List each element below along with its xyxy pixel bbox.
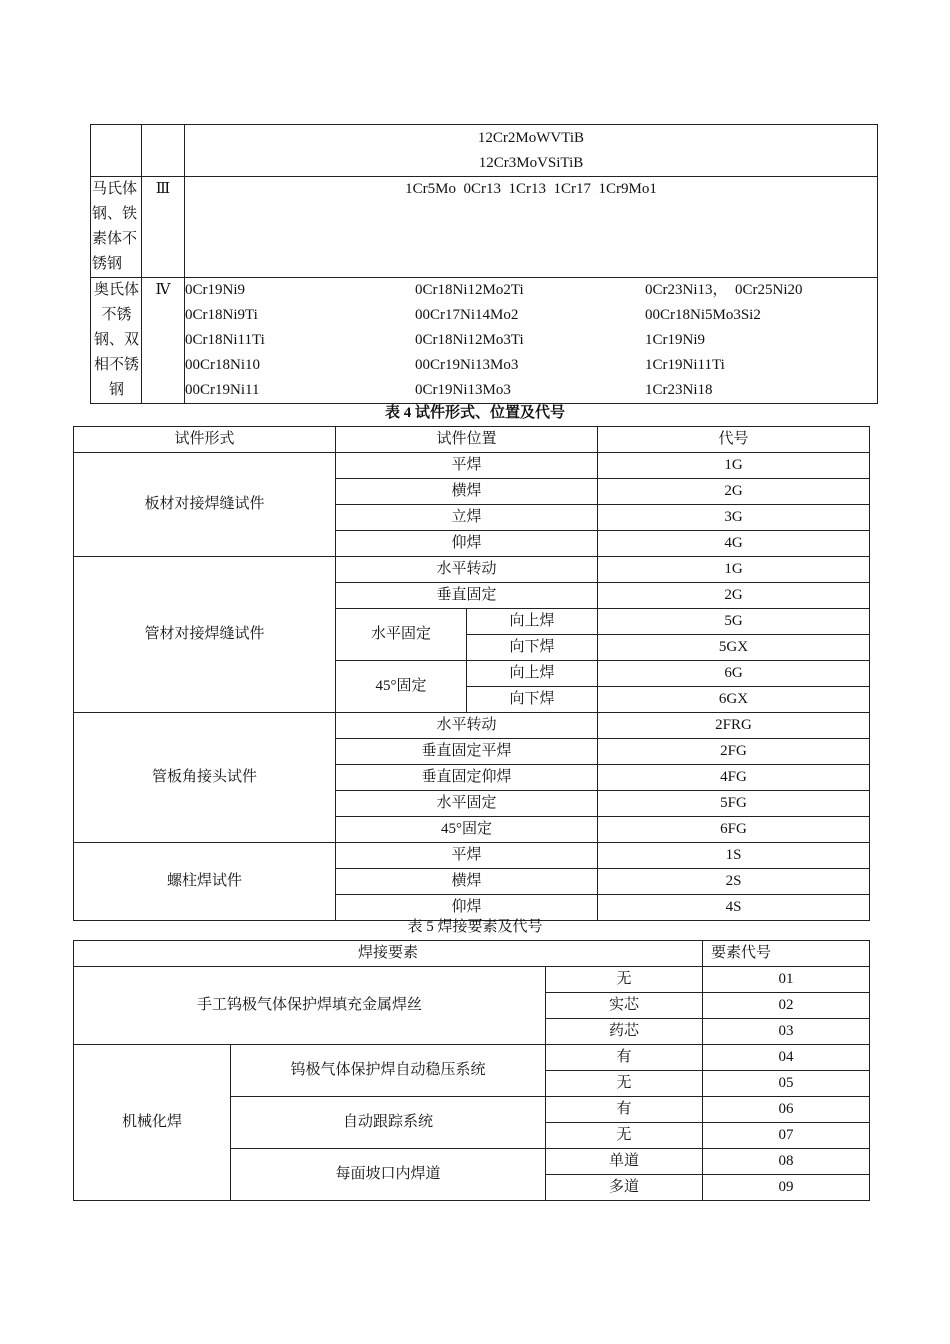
code-cell: 1G <box>598 453 870 479</box>
position-cell: 横焊 <box>336 479 598 505</box>
welding-elements-table <box>73 940 870 1201</box>
header-cell: 试件形式 <box>74 427 336 453</box>
material-text: 0Cr18Ni9Ti <box>185 307 258 323</box>
code-cell: 1G <box>598 557 870 583</box>
category-text: 奥氏体 <box>93 282 139 298</box>
header-cell: 代号 <box>598 427 870 453</box>
material-text: 00Cr19Ni13Mo3 <box>415 357 519 373</box>
category-text: 钢 <box>108 382 124 398</box>
code-cell: 05 <box>703 1071 870 1097</box>
element-subcell: 每面坡口内焊道 <box>231 1149 546 1201</box>
element-subcell: 自动跟踪系统 <box>231 1097 546 1149</box>
code-cell: 1S <box>598 843 870 869</box>
material-text: 1Cr5Mo 0Cr13 1Cr13 1Cr17 1Cr9Mo1 <box>405 181 657 197</box>
category-cell <box>91 278 142 404</box>
direction-cell: 向上焊 <box>467 661 598 687</box>
material-text: 0Cr19Ni9 <box>185 282 245 298</box>
option-cell: 单道 <box>546 1149 703 1175</box>
header-cell: 试件位置 <box>336 427 598 453</box>
code-cell: 6G <box>598 661 870 687</box>
code-cell: 2FRG <box>598 713 870 739</box>
code-cell: 3G <box>598 505 870 531</box>
grade-cell: Ⅲ <box>142 177 185 278</box>
material-text: 0Cr19Ni13Mo3 <box>415 382 511 398</box>
position-cell: 仰焊 <box>336 895 598 921</box>
category-text: 不锈 <box>101 307 132 323</box>
code-cell: 4FG <box>598 765 870 791</box>
position-cell: 水平转动 <box>336 713 598 739</box>
table-row <box>74 1045 870 1071</box>
option-cell: 多道 <box>546 1175 703 1201</box>
code-cell: 03 <box>703 1019 870 1045</box>
position-cell: 垂直固定平焊 <box>336 739 598 765</box>
code-cell: 2S <box>598 869 870 895</box>
table-row <box>91 125 878 177</box>
material-text: 00Cr18Ni10 <box>185 357 260 373</box>
direction-cell: 向下焊 <box>467 635 598 661</box>
position-cell: 平焊 <box>336 453 598 479</box>
material-text: 12Cr2MoWVTiB <box>477 130 585 146</box>
position-cell: 垂直固定仰焊 <box>336 765 598 791</box>
form-cell: 螺柱焊试件 <box>74 843 336 921</box>
category-text: 马氏体 <box>92 181 138 197</box>
table-row <box>74 557 870 583</box>
position-cell: 垂直固定 <box>336 583 598 609</box>
position-cell: 立焊 <box>336 505 598 531</box>
option-cell: 无 <box>546 967 703 993</box>
option-cell: 无 <box>546 1071 703 1097</box>
code-cell: 5G <box>598 609 870 635</box>
code-cell: 2FG <box>598 739 870 765</box>
material-text: 00Cr17Ni14Mo2 <box>415 307 519 323</box>
form-cell: 板材对接焊缝试件 <box>74 453 336 557</box>
code-cell: 5FG <box>598 791 870 817</box>
table-row <box>74 843 870 869</box>
code-cell: 04 <box>703 1045 870 1071</box>
material-text: 00Cr18Ni5Mo3Si2 <box>645 307 761 323</box>
form-cell: 管板角接头试件 <box>74 713 336 843</box>
option-cell: 有 <box>546 1045 703 1071</box>
code-cell: 4G <box>598 531 870 557</box>
code-cell: 01 <box>703 967 870 993</box>
material-text: 0Cr18Ni12Mo2Ti <box>415 282 524 298</box>
code-cell: 6GX <box>598 687 870 713</box>
material-text: 1Cr19Ni11Ti <box>645 357 725 373</box>
material-text: 1Cr23Ni18 <box>645 382 713 398</box>
option-cell: 实芯 <box>546 993 703 1019</box>
specimen-table <box>73 426 870 921</box>
category-text: 素体不 <box>92 231 138 247</box>
option-cell: 无 <box>546 1123 703 1149</box>
code-cell: 06 <box>703 1097 870 1123</box>
element-cell: 手工钨极气体保护焊填充金属焊丝 <box>74 967 546 1045</box>
code-cell: 09 <box>703 1175 870 1201</box>
header-cell: 焊接要素 <box>74 941 703 967</box>
position-cell: 横焊 <box>336 869 598 895</box>
direction-cell: 向下焊 <box>467 687 598 713</box>
material-text: 0Cr23Ni13， 0Cr25Ni20 <box>645 282 803 298</box>
category-text: 钢、双 <box>93 332 139 348</box>
position-group-cell: 45°固定 <box>336 661 467 713</box>
table-row <box>91 177 878 278</box>
code-cell: 02 <box>703 993 870 1019</box>
option-cell: 药芯 <box>546 1019 703 1045</box>
material-text: 1Cr19Ni9 <box>645 332 705 348</box>
material-text: 0Cr18Ni12Mo3Ti <box>415 332 524 348</box>
code-cell: 07 <box>703 1123 870 1149</box>
position-cell: 仰焊 <box>336 531 598 557</box>
grade-cell <box>142 125 185 177</box>
position-cell: 水平固定 <box>336 791 598 817</box>
category-text: 钢、铁 <box>92 206 138 222</box>
code-cell: 5GX <box>598 635 870 661</box>
table4-caption: 表 4 试件形式、位置及代号 <box>384 405 565 421</box>
grade-cell: Ⅳ <box>142 278 185 404</box>
header-cell: 要素代号 <box>703 941 870 967</box>
table-row <box>74 453 870 479</box>
code-cell: 08 <box>703 1149 870 1175</box>
position-group-cell: 水平固定 <box>336 609 467 661</box>
category-text: 相不锈 <box>93 357 139 373</box>
category-cell <box>91 125 142 177</box>
element-subcell: 钨极气体保护焊自动稳压系统 <box>231 1045 546 1097</box>
material-text: 12Cr3MoVSiTiB <box>478 155 584 171</box>
code-cell: 2G <box>598 583 870 609</box>
position-cell: 水平转动 <box>336 557 598 583</box>
table-row <box>91 278 878 404</box>
materials-cell <box>185 278 878 404</box>
table5-caption: 表 5 焊接要素及代号 <box>407 919 543 935</box>
code-cell: 2G <box>598 479 870 505</box>
table-row <box>74 967 870 993</box>
direction-cell: 向上焊 <box>467 609 598 635</box>
position-cell: 45°固定 <box>336 817 598 843</box>
code-cell: 4S <box>598 895 870 921</box>
category-cell <box>91 177 142 278</box>
table-row <box>74 713 870 739</box>
material-text: 00Cr19Ni11 <box>185 382 260 398</box>
code-cell: 6FG <box>598 817 870 843</box>
table-header-row <box>74 941 870 967</box>
category-text: 锈钢 <box>92 256 123 272</box>
materials-cell <box>185 177 878 278</box>
material-text: 0Cr18Ni11Ti <box>185 332 265 348</box>
element-cell: 机械化焊 <box>74 1045 231 1201</box>
form-cell: 管材对接焊缝试件 <box>74 557 336 713</box>
materials-table <box>90 124 878 404</box>
option-cell: 有 <box>546 1097 703 1123</box>
table-header-row <box>74 427 870 453</box>
materials-grid <box>185 278 877 403</box>
materials-cell <box>185 125 878 177</box>
position-cell: 平焊 <box>336 843 598 869</box>
